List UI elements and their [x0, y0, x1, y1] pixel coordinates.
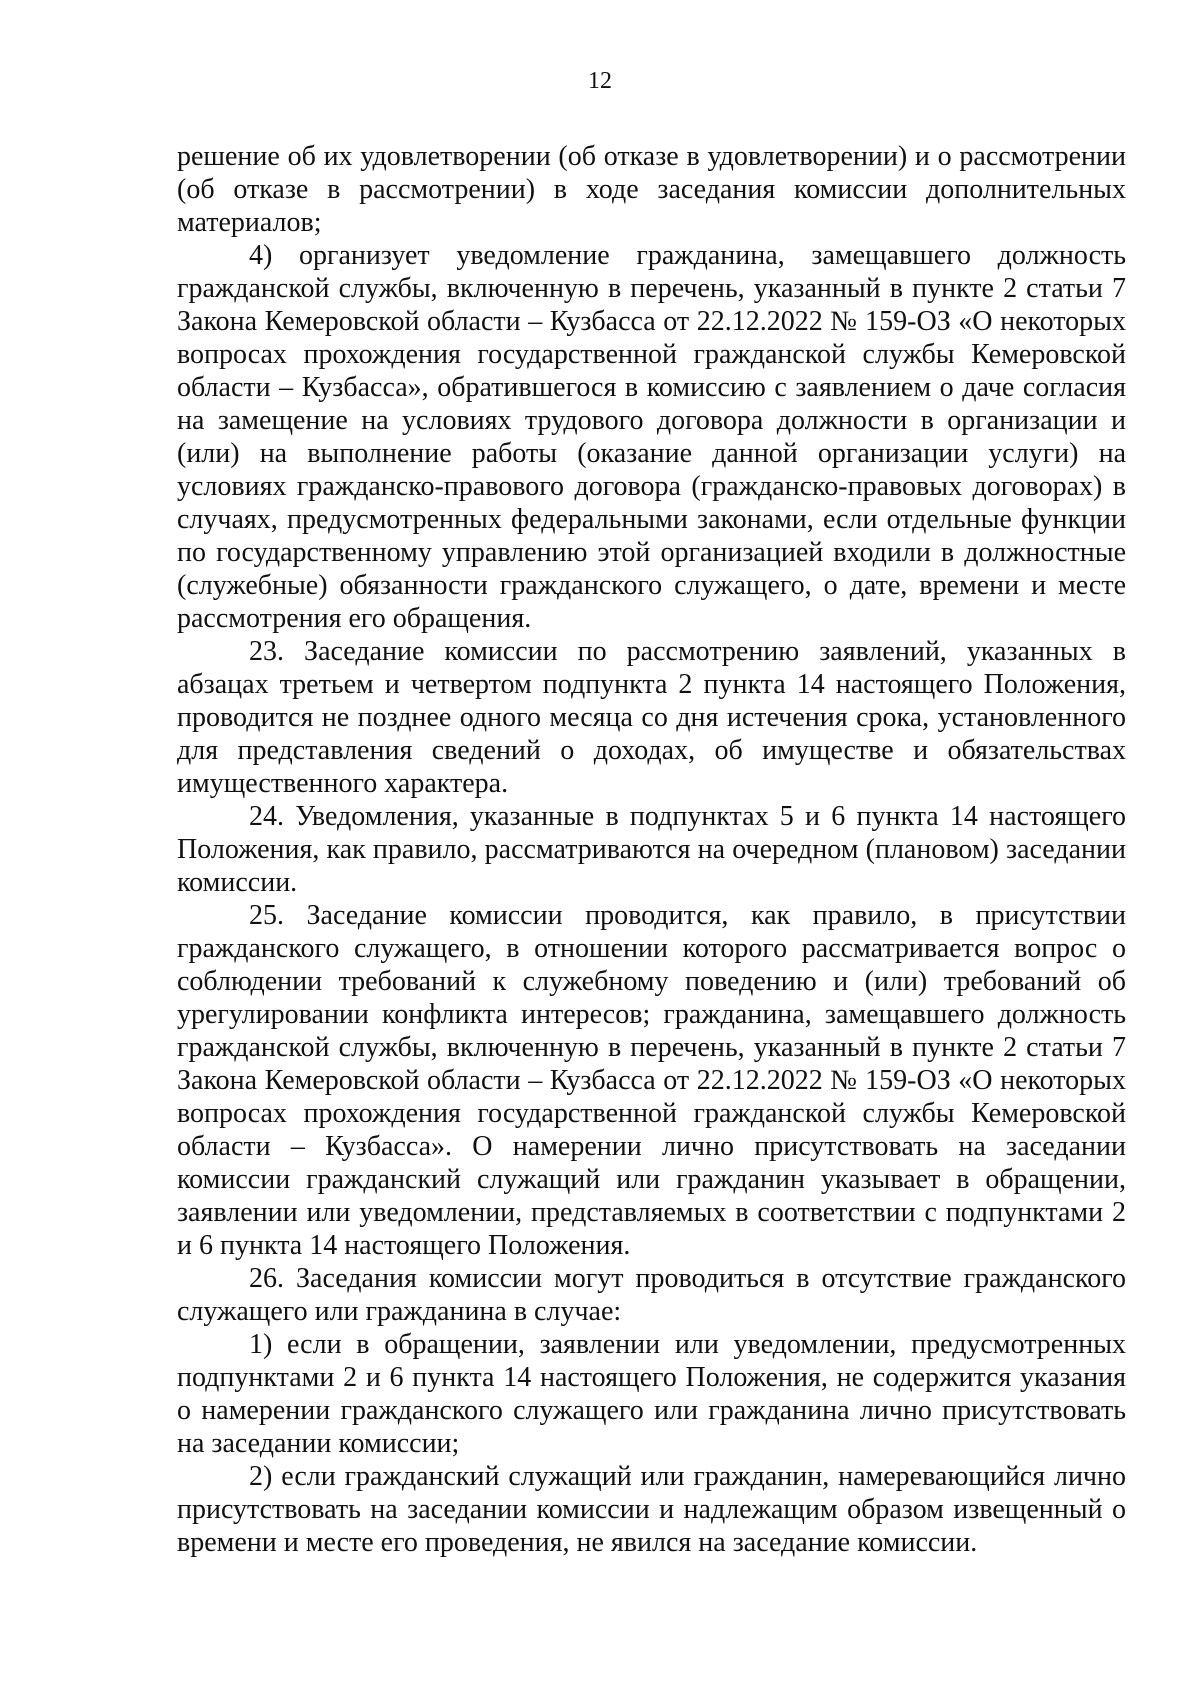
page-number: 12: [588, 68, 612, 94]
paragraph-clause-24: 24. Уведомления, указанные в подпунктах 5 и 6 пункта 14 настоящего Положения, как правило, рассматриваются на очередном (плановом) заседании комиссии.: [177, 801, 1126, 898]
paragraph-clause-26: 26. Заседания комиссии могут проводиться в отсутствие гражданского служащего или гражданина в случае:: [177, 1263, 1126, 1327]
document-body: [177, 140, 1126, 1559]
paragraph-clause-26-item-2: 2) если гражданский служащий или гражданин, намеревающийся лично присутствовать на заседании комиссии и надлежащим образом извещенный о времени и месте его проведения, не явился на заседание комиссии.: [177, 1461, 1126, 1558]
paragraph-clause-25: 25. Заседание комиссии проводится, как правило, в присутствии гражданского служащего, в отношении которого рассматривается вопрос о соблюдении требований к служебному поведению и (или) требований об урегулировании конфликта интересов; гражданина, замещавшего должность гражданской службы, включенную в перечень, указанный в пункте 2 статьи 7 Закона Кемеровской области – Кузбасса от 22.12.2022 № 159-ОЗ «О некоторых вопросах прохождения государственной гражданской службы Кемеровской области – Кузбасса». О намерении лично присутствовать на заседании комиссии гражданский служащий или гражданин указывает в обращении, заявлении или уведомлении, представляемых в соответствии с подпунктами 2 и 6 пункта 14 настоящего Положения.: [177, 900, 1126, 1261]
paragraph-item-4: 4) организует уведомление гражданина, замещавшего должность гражданской службы, включенную в перечень, указанный в пункте 2 статьи 7 Закона Кемеровской области – Кузбасса от 22.12.2022 № 159-ОЗ «О некоторых вопросах прохождения государственной гражданской службы Кемеровской области – Кузбасса», обратившегося в комиссию с заявлением о даче согласия на замещение на условиях трудового договора должности в организации и (или) на выполнение работы (оказание данной организации услуги) на условиях гражданско-правового договора (гражданско-правовых договорах) в случаях, предусмотренных федеральными законами, если отдельные функции по государственному управлению этой организацией входили в должностные (служебные) обязанности гражданского служащего, о дате, времени и месте рассмотрения его обращения.: [177, 240, 1126, 634]
paragraph-clause-26-item-1: 1) если в обращении, заявлении или уведомлении, предусмотренных подпунктами 2 и 6 пункта 14 настоящего Положения, не содержится указания о намерении гражданского служащего или гражданина лично присутствовать на заседании комиссии;: [177, 1329, 1126, 1459]
paragraph-continuation: решение об их удовлетворении (об отказе в удовлетворении) и о рассмотрении (об отказе в рассмотрении) в ходе заседания комиссии дополнительных материалов;: [177, 141, 1126, 238]
paragraph-clause-23: 23. Заседание комиссии по рассмотрению заявлений, указанных в абзацах третьем и четвертом подпункта 2 пункта 14 настоящего Положения, проводится не позднее одного месяца со дня истечения срока, установленного для представления сведений о доходах, об имуществе и обязательствах имущественного характера.: [177, 636, 1126, 799]
